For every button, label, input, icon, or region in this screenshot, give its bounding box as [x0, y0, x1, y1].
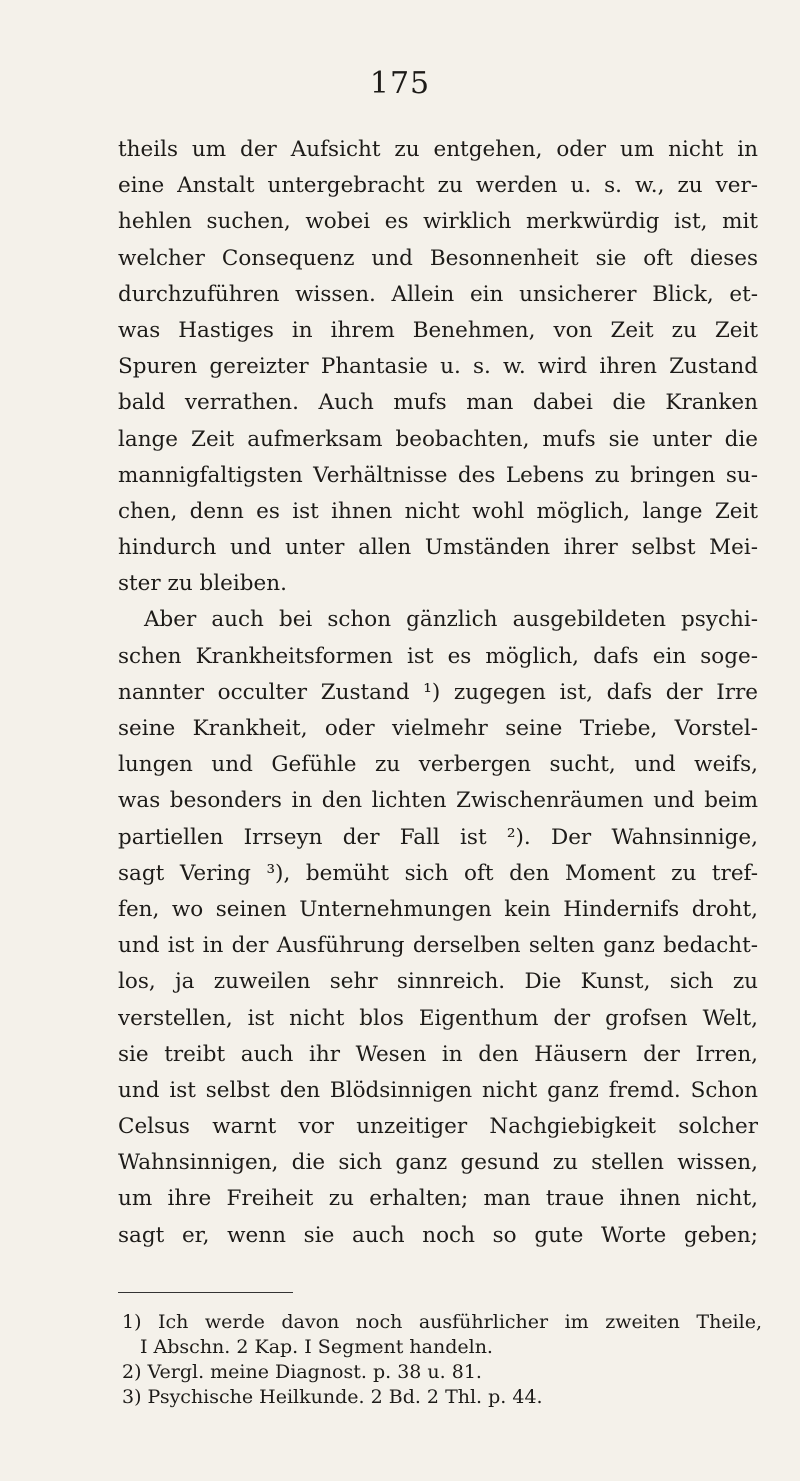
page-number: 175 [369, 66, 431, 101]
footnotes [122, 1310, 762, 1410]
text-line: Spuren gereizter Phantasie u. s. w. wird ihren Zustand [118, 354, 758, 380]
text-line: lange Zeit aufmerksam beobachten, mufs sie unter die [118, 426, 758, 452]
text-line: chen, denn es ist ihnen nicht wohl möglich, lange Zeit [118, 498, 758, 524]
footnote: 2) Vergl. meine Diagnost. p. 38 u. 81. [122, 1361, 482, 1383]
text-line: hindurch und unter allen Umständen ihrer selbst Mei- [118, 535, 758, 561]
text-line: und ist in der Ausführung derselben selten ganz bedacht- [118, 933, 758, 959]
text-line: nannter occulter Zustand ¹) zugegen ist, dafs der Irre [118, 679, 758, 705]
text-line: hehlen suchen, wobei es wirklich merkwürdig ist, mit [118, 209, 758, 235]
text-line: durchzuführen wissen. Allein ein unsicherer Blick, et- [118, 281, 758, 307]
text-line: was besonders in den lichten Zwischenräumen und beim [118, 788, 758, 814]
text-line: schen Krankheitsformen ist es möglich, dafs ein soge- [118, 643, 758, 669]
text-line: Celsus warnt vor unzeitiger Nachgiebigkeit solcher [118, 1114, 758, 1140]
text-line: um ihre Freiheit zu erhalten; man traue ihnen nicht, [118, 1186, 758, 1212]
text-line: und ist selbst den Blödsinnigen nicht ganz fremd. Schon [118, 1077, 758, 1103]
text-line: Wahnsinnigen, die sich ganz gesund zu stellen wissen, [118, 1150, 758, 1176]
text-line: seine Krankheit, oder vielmehr seine Triebe, Vorstel- [118, 716, 758, 741]
text-line: eine Anstalt untergebracht zu werden u. s. w., zu ver- [118, 173, 758, 199]
text-line: theils um der Aufsicht zu entgehen, oder um nicht in [118, 137, 758, 162]
text-line: fen, wo seinen Unternehmungen kein Hindernifs droht, [118, 896, 758, 922]
text-line: sie treibt auch ihr Wesen in den Häusern der Irren, [118, 1041, 758, 1067]
text-line: sagt Vering ³), bemüht sich oft den Moment zu tref- [118, 860, 758, 886]
text-line: was Hastiges in ihrem Benehmen, von Zeit zu Zeit [118, 317, 758, 343]
text-line: mannigfaltigsten Verhältnisse des Lebens zu bringen su- [118, 462, 758, 488]
text-line: los, ja zuweilen sehr sinnreich. Die Kunst, sich zu [118, 969, 758, 995]
body-text [118, 132, 758, 1254]
text-line: verstellen, ist nicht blos Eigenthum der grofsen Welt, [118, 1005, 758, 1031]
text-line: welcher Consequenz und Besonnenheit sie oft dieses [118, 245, 758, 271]
footnote-divider [118, 1292, 293, 1293]
paragraph-1 [118, 132, 758, 602]
footnote: I Abschn. 2 Kap. I Segment handeln. [140, 1336, 493, 1358]
text-line: Aber auch bei schon gänzlich ausgebildeten psychi- [144, 607, 758, 633]
text-line: bald verrathen. Auch mufs man dabei die Kranken [118, 390, 758, 416]
paragraph-2 [118, 602, 758, 1253]
footnote: 3) Psychische Heilkunde. 2 Bd. 2 Thl. p. 44. [122, 1386, 543, 1408]
text-line: lungen und Gefühle zu verbergen sucht, und weifs, [118, 752, 758, 778]
text-line: ster zu bleiben. [118, 571, 287, 597]
text-line: partiellen Irrseyn der Fall ist ²). Der Wahnsinnige, [118, 824, 758, 850]
footnote: 1) Ich werde davon noch ausführlicher im zweiten Theile, [122, 1311, 762, 1333]
text-line: sagt er, wenn sie auch noch so gute Worte geben; [118, 1222, 758, 1248]
